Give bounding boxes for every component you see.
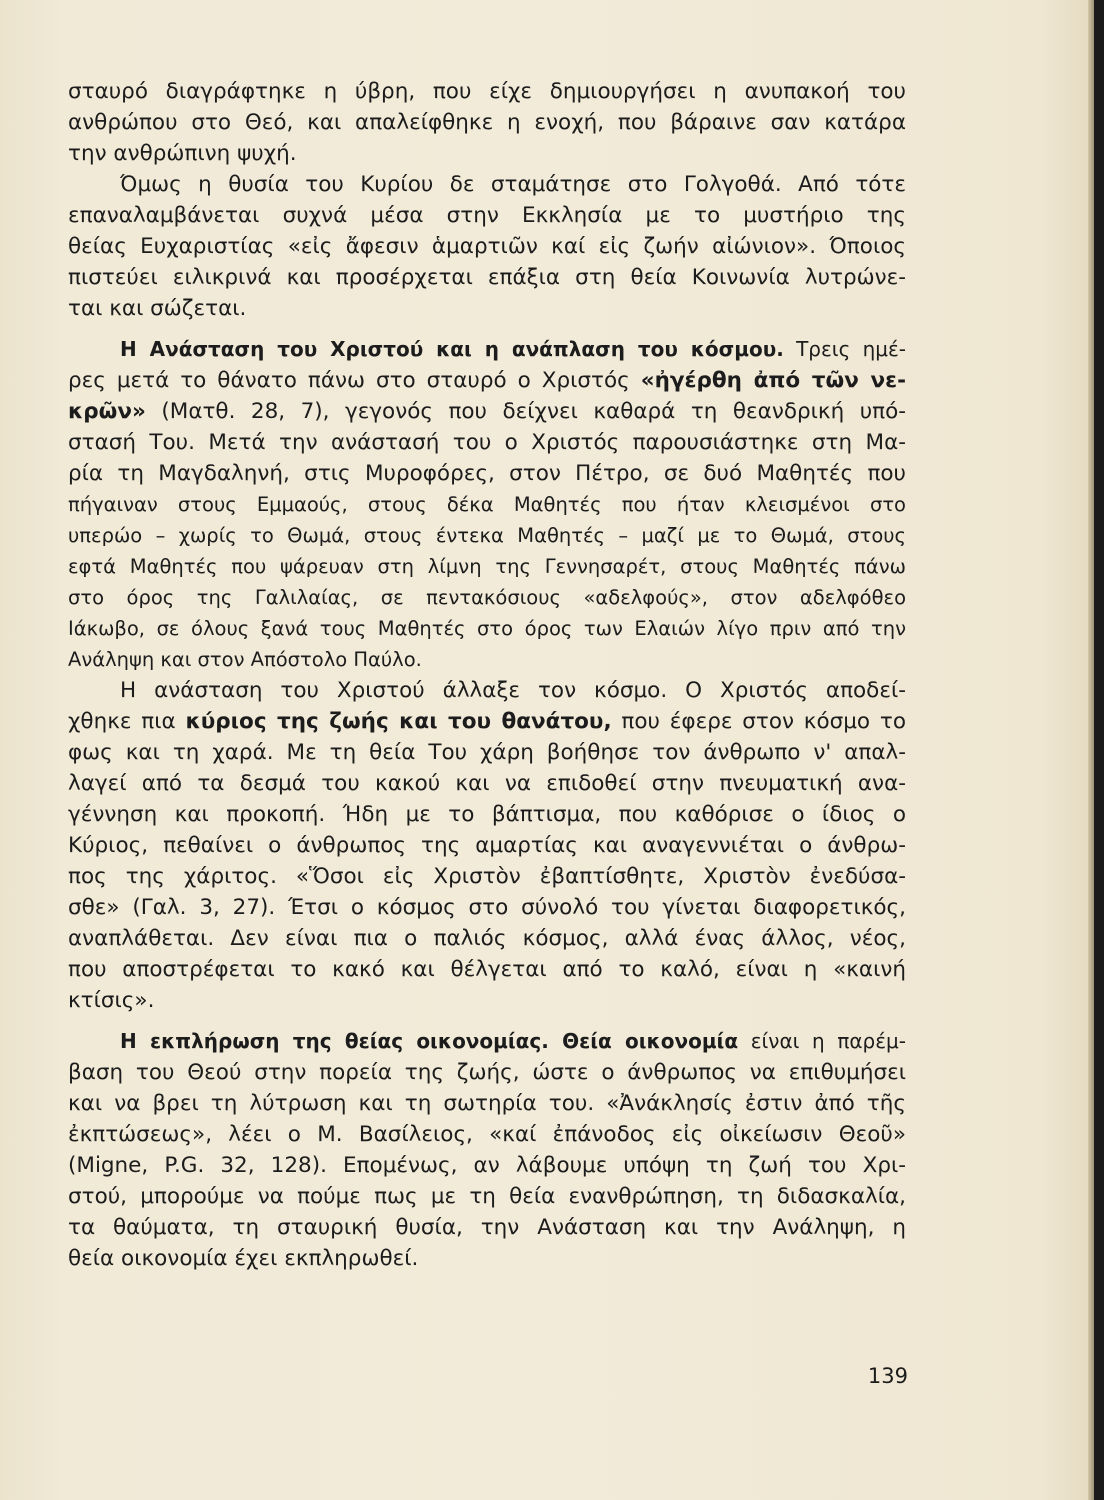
text-run: ρες μετά το θάνατο πάνω στο σταυρό ο Χριστός (68, 368, 641, 393)
text-line: θεία οικονομία έχει εκπληρωθεί. (68, 1246, 419, 1271)
text-line: Όμως η θυσία του Κυρίου δε σταμάτησε στο Γολγοθά. Από τότε (120, 172, 906, 197)
scan-border (1094, 0, 1104, 1500)
text-line: θείας Ευχαριστίας «εἰς ἄφεσιν ἁμαρτιῶν καί εἰς ζωήν αἰώνιον». Όποιος (68, 234, 906, 259)
emphasis-bold: κύριος της ζωής και του θανάτου, (185, 709, 612, 734)
text-line (68, 706, 906, 737)
text-line: Κύριος, πεθαίνει ο άνθρωπος της αμαρτίας και αναγεννιέται ο άνθρω- (68, 833, 906, 858)
text-line: (Migne, P.G. 32, 128). Επομένως, αν λάβουμε υπόψη τη ζωή του Χρι- (68, 1153, 906, 1178)
text-line: βαση του Θεού στην πορεία της ζωής, ώστε ο άνθρωπος να επιθυμήσει (68, 1060, 906, 1085)
text-line: στασή Του. Μετά την ανάστασή του ο Χριστός παρουσιάστηκε στη Μα- (68, 430, 906, 455)
text-line: γέννηση και προκοπή. Ήδη με το βάπτισμα, που καθόρισε ο ίδιος ο (68, 802, 906, 827)
text-line (68, 365, 906, 396)
text-line: και να βρει τη λύτρωση και τη σωτηρία του. «Ἀνάκλησίς ἐστιν ἀπό τῆς (68, 1091, 906, 1116)
text-line: πήγαιναν στους Εμμαούς, στους δέκα Μαθητές που ήταν κλεισμένοι στο (68, 493, 906, 516)
text-line: λαγεί από τα δεσμά του κακού και να επιδοθεί στην πνευματική ανα- (68, 771, 906, 796)
text-line: Ανάληψη και στον Απόστολο Παύλο. (68, 648, 422, 671)
text-line: στο όρος της Γαλιλαίας, σε πεντακόσιους «αδελφούς», στον αδελφόθεο (68, 586, 906, 609)
text-line: επαναλαμβάνεται συχνά μέσα στην Εκκλησία με το μυστήριο της (68, 203, 906, 228)
text-line: Ιάκωβο, σε όλους ξανά τους Μαθητές στο όρος των Ελαιών λίγο πριν από την (68, 617, 906, 640)
text-line: πος της χάριτος. «Ὅσοι εἰς Χριστὸν ἐβαπτίσθητε, Χριστὸν ἐνεδύσα- (68, 864, 906, 889)
page-number: 139 (867, 1364, 908, 1388)
text-line: τα θαύματα, τη σταυρική θυσία, την Ανάσταση και την Ανάληψη, η (68, 1215, 906, 1240)
text-line: σταυρό διαγράφτηκε η ύβρη, που είχε δημιουργήσει η ανυπακοή του (68, 79, 906, 104)
text-run: Τρεις ημέ- (783, 337, 907, 361)
text-line: φως και τη χαρά. Με τη θεία Του χάρη βοήθησε τον άνθρωπο ν' απαλ- (68, 740, 906, 765)
paragraph-gap (68, 1016, 906, 1026)
body-text (68, 76, 906, 1274)
text-line: εφτά Μαθητές που ψάρευαν στη λίμνη της Γεννησαρέτ, στους Μαθητές πάνω (68, 555, 906, 578)
text-line: Η ανάσταση του Χριστού άλλαξε τον κόσμο. Ο Χριστός αποδεί- (120, 678, 906, 703)
section-heading: Η εκπλήρωση της θείας οικονομίας. (120, 1029, 549, 1053)
paragraph-gap (68, 324, 906, 334)
text-line: στού, μπορούμε να πούμε πως με τη θεία ενανθρώπηση, τη διδασκαλία, (68, 1184, 906, 1209)
text-line: την ανθρώπινη ψυχή. (68, 141, 297, 166)
text-line (68, 334, 906, 365)
text-line: υπερώο – χωρίς το Θωμά, στους έντεκα Μαθητές – μαζί με το Θωμά, στους (68, 524, 906, 547)
text-line: ανθρώπου στο Θεό, και απαλείφθηκε η ενοχή, που βάραινε σαν κατάρα (68, 110, 906, 135)
text-line: ται και σώζεται. (68, 296, 247, 321)
quote-bold: κρῶν» (68, 399, 146, 424)
quote-bold: «ἠγέρθη ἀπό τῶν νε- (640, 368, 906, 393)
text-line (68, 1026, 906, 1057)
text-line: πιστεύει ειλικρινά και προσέρχεται επάξια στη θεία Κοινωνία λυτρώνε- (68, 265, 906, 290)
text-line: κτίσις». (68, 988, 155, 1013)
text-line: που αποστρέφεται το κακό και θέλγεται από το καλό, είναι η «καινή (68, 957, 906, 982)
text-line (68, 396, 906, 427)
text-line: ρία τη Μαγδαληνή, στις Μυροφόρες, στον Πέτρο, σε δυό Μαθητές που (68, 461, 906, 486)
section-heading: Η Ανάσταση του Χριστού και η ανάπλαση του κόσμου. (120, 337, 784, 361)
text-run: χθηκε πια (68, 709, 186, 734)
text-line: ἐκπτώσεως», λέει ο Μ. Βασίλειος, «καί ἐπάνοδος εἰς οἰκείωσιν Θεοῦ» (68, 1122, 906, 1147)
emphasis-bold: Θεία οικονομία (548, 1029, 739, 1053)
text-line: αναπλάθεται. Δεν είναι πια ο παλιός κόσμος, αλλά ένας άλλος, νέος, (68, 926, 906, 951)
text-line: σθε» (Γαλ. 3, 27). Έτσι ο κόσμος στο σύνολό του γίνεται διαφορετικός, (68, 895, 906, 920)
text-run: που έφερε στον κόσμο το (611, 709, 906, 734)
text-run: (Ματθ. 28, 7), γεγονός που δείχνει καθαρά τη θεανδρική υπό- (145, 399, 906, 424)
text-run: είναι η παρέμ- (738, 1029, 906, 1053)
